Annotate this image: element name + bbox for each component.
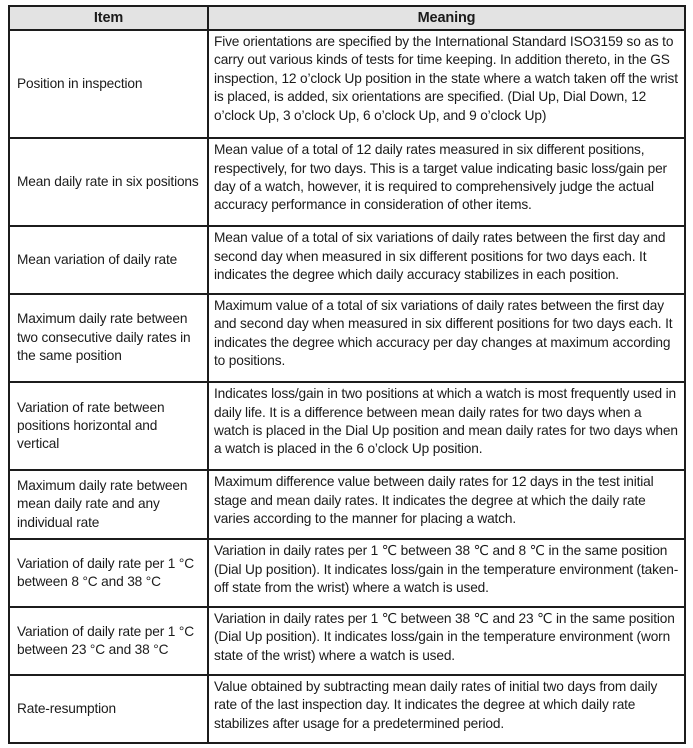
meaning-cell: Value obtained by subtracting mean daily rates of initial two days from daily rate of the last inspection day. It indicates the degree at which daily rate stabilizes after usage for a predetermined period.: [208, 675, 685, 743]
meaning-cell: Mean value of a total of 12 daily rates measured in six different positions, respectively, for two days. This is a target value indicating basic loss/gain per day of a watch, however, it is required to comprehensively judge the actual accuracy performance in consideration of other items.: [208, 138, 685, 226]
meaning-cell: Five orientations are specified by the International Standard ISO3159 so as to carry out various kinds of tests for time keeping. In addition thereto, in the GS inspection, 12 o’clock Up position in the state where a watch taken off the wrist is placed, is added, six orientations are specified. (Dial Up, Dial Down, 12 o’clock Up, 3 o’clock Up, 6 o’clock Up, and 9 o’clock Up): [208, 30, 685, 138]
item-cell: Variation of daily rate per 1 °C between 23 °C and 38 °C: [9, 607, 208, 675]
item-cell: Position in inspection: [9, 30, 208, 138]
item-cell: Variation of daily rate per 1 °C between 8 °C and 38 °C: [9, 539, 208, 607]
table-header-item: Item: [9, 6, 208, 30]
item-cell: Mean variation of daily rate: [9, 226, 208, 294]
meaning-cell: Maximum value of a total of six variations of daily rates between the first day and second day when measured in six different positions for two days each. It indicates the degree which accuracy per day changes at maximum according to positions.: [208, 294, 685, 382]
table-header-meaning: Meaning: [208, 6, 685, 30]
table-row: [9, 294, 685, 382]
table-row: [9, 470, 685, 539]
inspection-items-table: [8, 5, 686, 744]
meaning-cell: Variation in daily rates per 1 ℃ between 38 ℃ and 8 ℃ in the same position (Dial Up position). It indicates loss/gain in the temperature environment (taken-off state from the wrist) where a watch is used.: [208, 539, 685, 607]
meaning-cell: Variation in daily rates per 1 ℃ between 38 ℃ and 23 ℃ in the same position (Dial Up position). It indicates loss/gain in the temperature environment (worn state of the wrist) where a watch is used.: [208, 607, 685, 675]
table-header-row: [9, 6, 685, 30]
item-cell: Mean daily rate in six positions: [9, 138, 208, 226]
table-row: [9, 226, 685, 294]
item-cell: Variation of rate between positions horizontal and vertical: [9, 382, 208, 470]
table-row: [9, 30, 685, 138]
item-cell: Rate-resumption: [9, 675, 208, 743]
meaning-cell: Indicates loss/gain in two positions at which a watch is most frequently used in daily life. It is a difference between mean daily rates for two days when a watch is placed in the Dial Up position and mean daily rates for two days when a watch is placed in the 6 o’clock Up position.: [208, 382, 685, 470]
table-row: [9, 382, 685, 470]
meaning-cell: Maximum difference value between daily rates for 12 days in the test initial stage and mean daily rates. It indicates the degree at which the daily rate varies according to the manner for placing a watch.: [208, 470, 685, 539]
item-cell: Maximum daily rate between two consecutive daily rates in the same position: [9, 294, 208, 382]
table-row: [9, 607, 685, 675]
item-cell: Maximum daily rate between mean daily rate and any individual rate: [9, 470, 208, 539]
table-row: [9, 539, 685, 607]
meaning-cell: Mean value of a total of six variations of daily rates between the first day and second day when measured in six different positions for two days each. It indicates the degree which daily accuracy stabilizes in each position.: [208, 226, 685, 294]
table-row: [9, 138, 685, 226]
table-row: [9, 675, 685, 743]
